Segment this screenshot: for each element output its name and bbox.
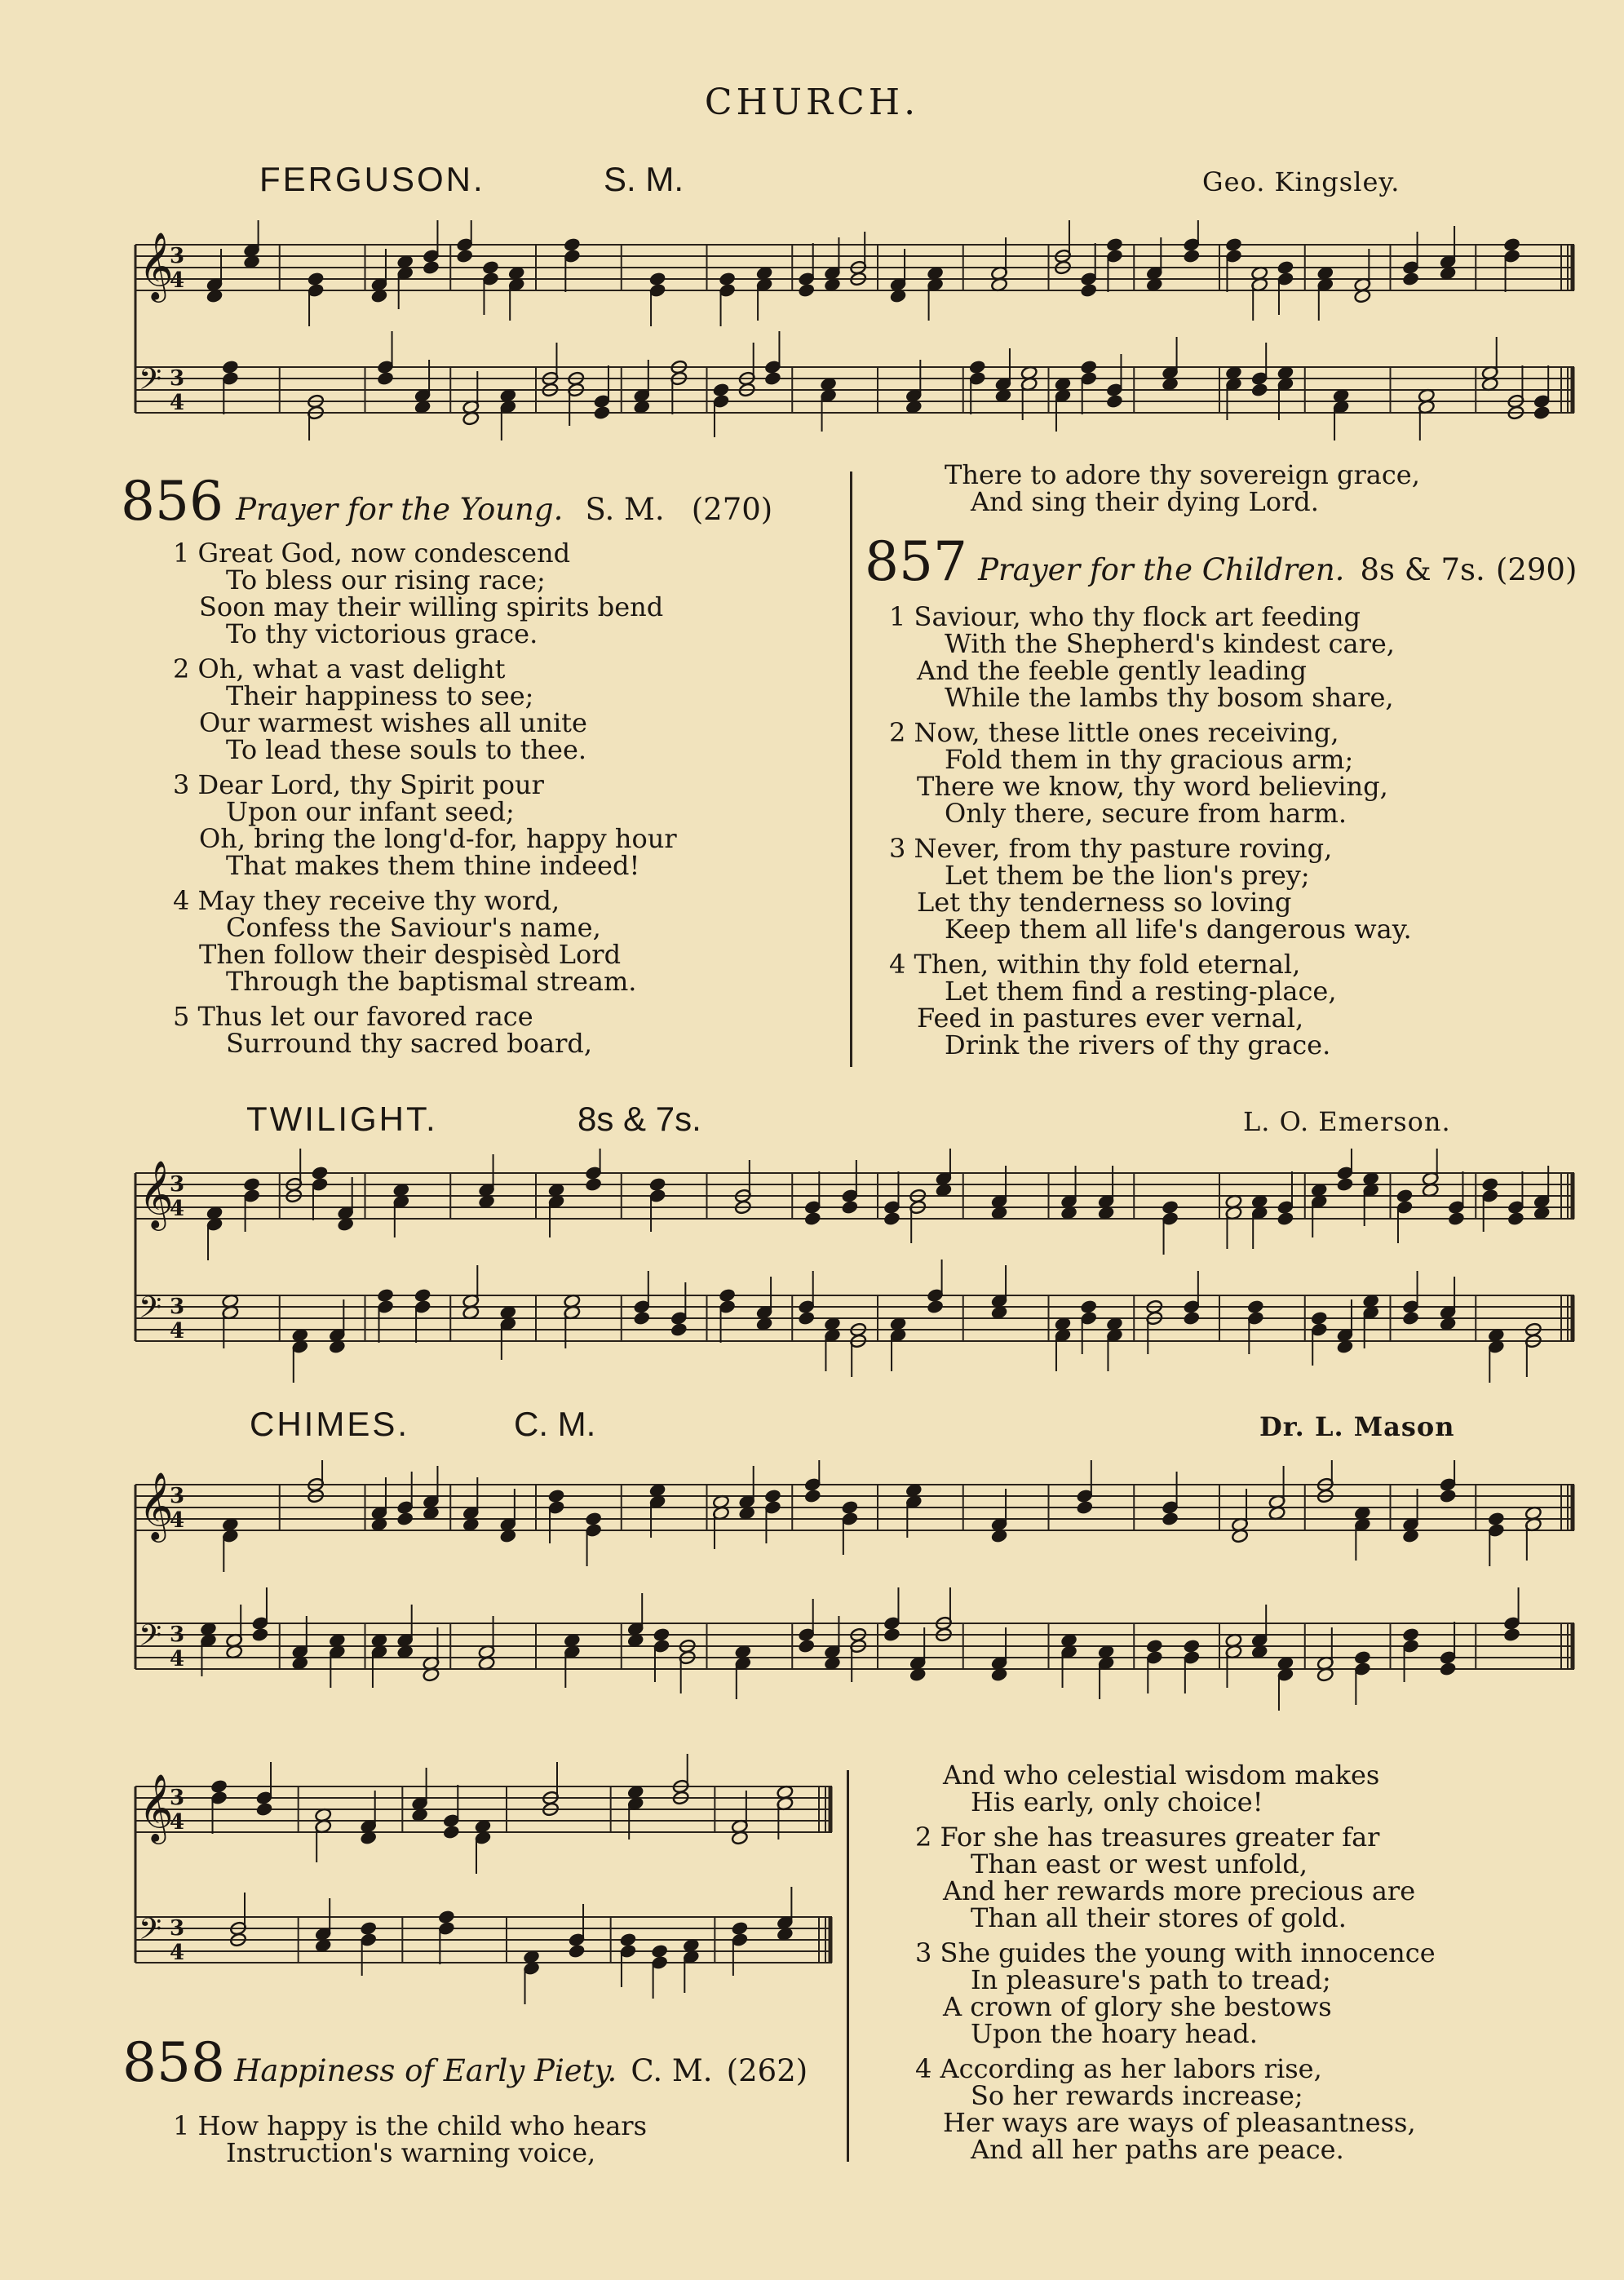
stanza-line: Let thy tenderness so loving bbox=[917, 887, 1292, 918]
music-system-chimes-2 bbox=[131, 1754, 840, 2023]
note-head bbox=[1396, 1189, 1413, 1203]
note-head bbox=[1162, 1200, 1179, 1215]
time-signature: 3 bbox=[170, 244, 185, 268]
note-head bbox=[255, 1802, 272, 1817]
note-head bbox=[719, 1288, 736, 1303]
note-head bbox=[619, 1932, 636, 1947]
stanza-line: 4 According as her labors rise, bbox=[915, 2053, 1322, 2084]
note-head bbox=[1080, 283, 1097, 298]
stanza-line: 4 May they receive thy word, bbox=[173, 885, 560, 916]
note-head bbox=[1481, 1177, 1498, 1192]
note-head bbox=[764, 371, 781, 386]
note-head bbox=[841, 1500, 858, 1515]
note-head bbox=[1277, 260, 1294, 275]
hymn-meter: 8s & 7s. bbox=[1360, 552, 1485, 587]
stanza-line: Let them find a resting-place, bbox=[945, 976, 1337, 1007]
note-head bbox=[1503, 1627, 1520, 1642]
staff bbox=[135, 1587, 1574, 1711]
note-head bbox=[731, 1921, 748, 1936]
note-head bbox=[307, 272, 324, 286]
time-signature: 3 bbox=[170, 1623, 185, 1647]
stanza-line: Only there, secure from harm. bbox=[945, 798, 1347, 829]
stanza-line: So her rewards increase; bbox=[971, 2080, 1303, 2111]
note-head bbox=[585, 1512, 602, 1526]
note-head bbox=[1080, 360, 1097, 374]
time-signature: 4 bbox=[170, 1941, 185, 1965]
stanza-line: Fold them in thy gracious arm; bbox=[945, 744, 1354, 775]
stanza-line: Keep them all life's dangerous way. bbox=[945, 914, 1412, 945]
stanza-line: With the Shepherd's kindest care, bbox=[945, 628, 1395, 659]
stanza-line: And her rewards more precious are bbox=[943, 1875, 1416, 1906]
treble-clef-icon: 𝄞 bbox=[139, 1773, 174, 1841]
tune-meter-ferguson: S. M. bbox=[604, 160, 684, 198]
bass-clef-icon: 𝄢 bbox=[139, 362, 162, 404]
stanza-line: His early, only choice! bbox=[971, 1786, 1263, 1817]
staff bbox=[135, 1460, 1574, 1572]
time-signature: 4 bbox=[170, 1319, 185, 1344]
note-head bbox=[1402, 1627, 1419, 1642]
stanza-line: To bless our rising race; bbox=[226, 564, 546, 595]
note-head bbox=[1183, 249, 1200, 263]
note-head bbox=[1162, 1512, 1179, 1526]
note-head bbox=[1503, 237, 1520, 252]
note-head bbox=[547, 1489, 564, 1503]
note-head bbox=[593, 405, 610, 420]
note-head bbox=[210, 1779, 228, 1794]
note-head bbox=[804, 1489, 821, 1503]
note-head bbox=[360, 1921, 377, 1936]
stanza-line: 5 Thus let our favored race bbox=[173, 1001, 533, 1032]
staff bbox=[135, 1887, 832, 2004]
stanza-line: Upon our infant seed; bbox=[226, 796, 515, 827]
tune-title-ferguson: FERGUSON. bbox=[259, 160, 485, 198]
time-signature: 3 bbox=[170, 1786, 185, 1810]
hymn-number: 857 bbox=[865, 530, 967, 593]
note-head bbox=[764, 1489, 781, 1503]
stanza-line: 3 Never, from thy pasture roving, bbox=[889, 833, 1333, 864]
tune-meter-twilight: 8s & 7s. bbox=[577, 1100, 701, 1138]
stanza-line: Their happiness to see; bbox=[226, 680, 534, 711]
time-signature: 3 bbox=[170, 1172, 185, 1197]
time-signature: 4 bbox=[170, 1647, 185, 1671]
stanza-line: Confess the Saviour's name, bbox=[226, 912, 601, 943]
treble-clef-icon: 𝄞 bbox=[139, 1159, 174, 1228]
hymn-856-continuation bbox=[945, 459, 1420, 517]
note-head bbox=[1402, 1311, 1419, 1326]
treble-clef-icon: 𝄞 bbox=[139, 1471, 174, 1539]
stanza-line: And sing their dying Lord. bbox=[971, 486, 1319, 517]
note-head bbox=[1402, 272, 1419, 286]
note-head bbox=[482, 260, 499, 275]
stanza-line: Than all their stores of gold. bbox=[971, 1902, 1347, 1933]
hymn-reference: (270) bbox=[691, 492, 773, 527]
stanza-line: Then follow their despisèd Lord bbox=[199, 939, 622, 970]
note-head bbox=[243, 1177, 260, 1192]
note-head bbox=[1439, 1489, 1456, 1503]
note-head bbox=[648, 272, 666, 286]
hymn-title: Prayer for the Children. bbox=[978, 552, 1345, 587]
hymn-857-text bbox=[889, 601, 1412, 1060]
stanza-line: To lead these souls to thee. bbox=[226, 734, 587, 765]
note-head bbox=[633, 1311, 650, 1326]
hymn-reference: (290) bbox=[1495, 552, 1578, 587]
note-head bbox=[1183, 1639, 1200, 1654]
stanza-line: In pleasure's path to tread; bbox=[971, 1964, 1331, 1995]
note-head bbox=[1146, 1639, 1163, 1654]
note-head bbox=[651, 1944, 668, 1959]
note-head bbox=[585, 1177, 602, 1192]
stanza-line: And who celestial wisdom makes bbox=[943, 1760, 1380, 1791]
note-head bbox=[423, 260, 440, 275]
note-head bbox=[1448, 1211, 1465, 1226]
note-head bbox=[1488, 1512, 1505, 1526]
stanza-line: 2 Oh, what a vast delight bbox=[173, 653, 506, 684]
staff bbox=[135, 1260, 1574, 1383]
stanza-line: Oh, bring the long'd-for, happy hour bbox=[199, 823, 677, 854]
stanza-line: That makes them thine indeed! bbox=[226, 850, 640, 881]
note-head bbox=[798, 1311, 815, 1326]
hymn-856-text bbox=[173, 540, 677, 1057]
time-signature: 4 bbox=[170, 1810, 185, 1835]
note-head bbox=[377, 371, 394, 386]
time-signature: 3 bbox=[170, 366, 185, 391]
stanza-line: Upon the hoary head. bbox=[971, 2018, 1258, 2049]
stanza-line: Through the baptismal stream. bbox=[226, 966, 637, 997]
stanza-line: Drink the rivers of thy grace. bbox=[945, 1029, 1331, 1060]
stanza-line: 1 How happy is the child who hears bbox=[173, 2110, 648, 2141]
stanza-line: While the lambs thy bosom share, bbox=[945, 682, 1394, 713]
note-head bbox=[1311, 1311, 1328, 1326]
note-head bbox=[841, 1200, 858, 1215]
tune-composer-ferguson: Geo. Kingsley. bbox=[1202, 166, 1401, 197]
music-system-twilight bbox=[131, 1149, 1582, 1385]
note-head bbox=[883, 1627, 901, 1642]
note-head bbox=[222, 360, 239, 374]
hymn-header-858 bbox=[122, 2031, 808, 2094]
note-head bbox=[396, 1512, 414, 1526]
hymn-meter: C. M. bbox=[631, 2053, 713, 2088]
note-head bbox=[1533, 405, 1551, 420]
note-head bbox=[1251, 383, 1268, 397]
note-head bbox=[670, 1322, 688, 1337]
note-head bbox=[804, 1211, 821, 1226]
note-head bbox=[1277, 1211, 1294, 1226]
note-head bbox=[443, 1825, 460, 1839]
note-head bbox=[1106, 394, 1123, 409]
hymn-number: 856 bbox=[121, 470, 223, 533]
note-head bbox=[1225, 237, 1242, 252]
bass-clef-icon: 𝄢 bbox=[139, 1912, 162, 1954]
note-head bbox=[1106, 237, 1123, 252]
staff bbox=[135, 1754, 832, 1874]
column-divider bbox=[850, 471, 852, 1067]
stanza-line: Surround thy sacred board, bbox=[226, 1028, 593, 1059]
staff bbox=[135, 220, 1574, 326]
note-head bbox=[1439, 1662, 1456, 1676]
stanza-line: Our warmest wishes all unite bbox=[199, 707, 587, 738]
stanza-line: 2 Now, these little ones receiving, bbox=[889, 717, 1339, 748]
stanza-line: Feed in pastures ever vernal, bbox=[917, 1003, 1304, 1034]
stanza-line: 1 Saviour, who thy flock art feeding bbox=[889, 601, 1361, 632]
note-head bbox=[377, 1288, 394, 1303]
time-signature: 3 bbox=[170, 1484, 185, 1508]
bass-clef-icon: 𝄢 bbox=[139, 1291, 162, 1332]
time-signature: 4 bbox=[170, 391, 185, 415]
note-head bbox=[1183, 1311, 1200, 1326]
stanza-line: There to adore thy sovereign grace, bbox=[945, 459, 1420, 490]
note-head bbox=[798, 283, 815, 298]
stanza-line: 3 She guides the young with innocence bbox=[915, 1937, 1436, 1968]
note-head bbox=[712, 383, 729, 397]
time-signature: 3 bbox=[170, 1295, 185, 1319]
hymn-title: Prayer for the Young. bbox=[236, 492, 564, 527]
stanza-line: Let them be the lion's prey; bbox=[945, 860, 1310, 891]
staff bbox=[135, 331, 1574, 441]
note-head bbox=[653, 1627, 670, 1642]
stanza-line: And the feeble gently leading bbox=[917, 655, 1307, 686]
note-head bbox=[564, 237, 581, 252]
column-divider bbox=[847, 1770, 849, 2162]
music-system-ferguson bbox=[131, 220, 1582, 441]
running-head: CHURCH. bbox=[704, 82, 920, 123]
note-head bbox=[456, 249, 473, 263]
time-signature: 3 bbox=[170, 1916, 185, 1941]
stanza-line: There we know, thy word believing, bbox=[917, 771, 1388, 802]
time-signature: 4 bbox=[170, 268, 185, 293]
stanza-line: And all her paths are peace. bbox=[971, 2134, 1344, 2165]
stanza-line: Her ways are ways of pleasantness, bbox=[943, 2107, 1416, 2138]
tune-title-twilight: TWILIGHT. bbox=[246, 1100, 438, 1138]
hymn-header-856 bbox=[121, 470, 773, 533]
note-head bbox=[1076, 1500, 1093, 1515]
stanza-line: Instruction's warning voice, bbox=[226, 2137, 596, 2168]
hymn-858-continuation bbox=[915, 1762, 1436, 2163]
note-head bbox=[1247, 1299, 1264, 1314]
note-head bbox=[568, 1944, 585, 1959]
note-head bbox=[719, 272, 736, 286]
hymn-header-857 bbox=[865, 530, 1578, 593]
stanza-line: 2 For she has treasures greater far bbox=[915, 1822, 1380, 1853]
note-head bbox=[311, 1166, 328, 1180]
hymn-title: Happiness of Early Piety. bbox=[234, 2053, 617, 2088]
bass-clef-icon: 𝄢 bbox=[139, 1618, 162, 1660]
stanza-line: A crown of glory she bestows bbox=[943, 1991, 1332, 2022]
stanza-line: To thy victorious grace. bbox=[226, 618, 538, 649]
tune-title-chimes: CHIMES. bbox=[250, 1405, 410, 1443]
time-signature: 4 bbox=[170, 1197, 185, 1221]
staff bbox=[135, 1149, 1574, 1260]
hymn-number: 858 bbox=[122, 2031, 225, 2094]
note-head bbox=[251, 1627, 268, 1642]
tune-composer-chimes: Dr. L. Mason bbox=[1259, 1411, 1455, 1442]
note-head bbox=[1080, 1299, 1097, 1314]
note-head bbox=[1336, 1177, 1353, 1192]
treble-clef-icon: 𝄞 bbox=[139, 231, 174, 299]
music-system-chimes-1 bbox=[131, 1460, 1582, 1729]
note-head bbox=[969, 360, 986, 374]
stanza-line: Soon may their willing spirits bend bbox=[199, 591, 664, 622]
note-head bbox=[798, 1639, 815, 1654]
note-head bbox=[1507, 1211, 1524, 1226]
note-head bbox=[883, 1211, 901, 1226]
note-head bbox=[438, 1910, 455, 1924]
stanza-line: 4 Then, within thy fold eternal, bbox=[889, 949, 1301, 980]
hymn-reference: (262) bbox=[726, 2053, 808, 2088]
stanza-line: 3 Dear Lord, thy Spirit pour bbox=[173, 769, 544, 800]
stanza-line: Than east or west unfold, bbox=[971, 1848, 1308, 1879]
hymn-meter: S. M. bbox=[585, 492, 665, 527]
note-head bbox=[414, 1288, 431, 1303]
time-signature: 4 bbox=[170, 1508, 185, 1533]
note-head bbox=[648, 1177, 666, 1192]
stanza-line: 1 Great God, now condescend bbox=[173, 538, 571, 569]
note-head bbox=[1354, 1650, 1371, 1665]
hymn-858-text bbox=[173, 2110, 648, 2168]
note-head bbox=[927, 1299, 944, 1314]
tune-composer-twilight: L. O. Emerson. bbox=[1243, 1106, 1451, 1137]
tune-meter-chimes: C. M. bbox=[514, 1405, 596, 1443]
